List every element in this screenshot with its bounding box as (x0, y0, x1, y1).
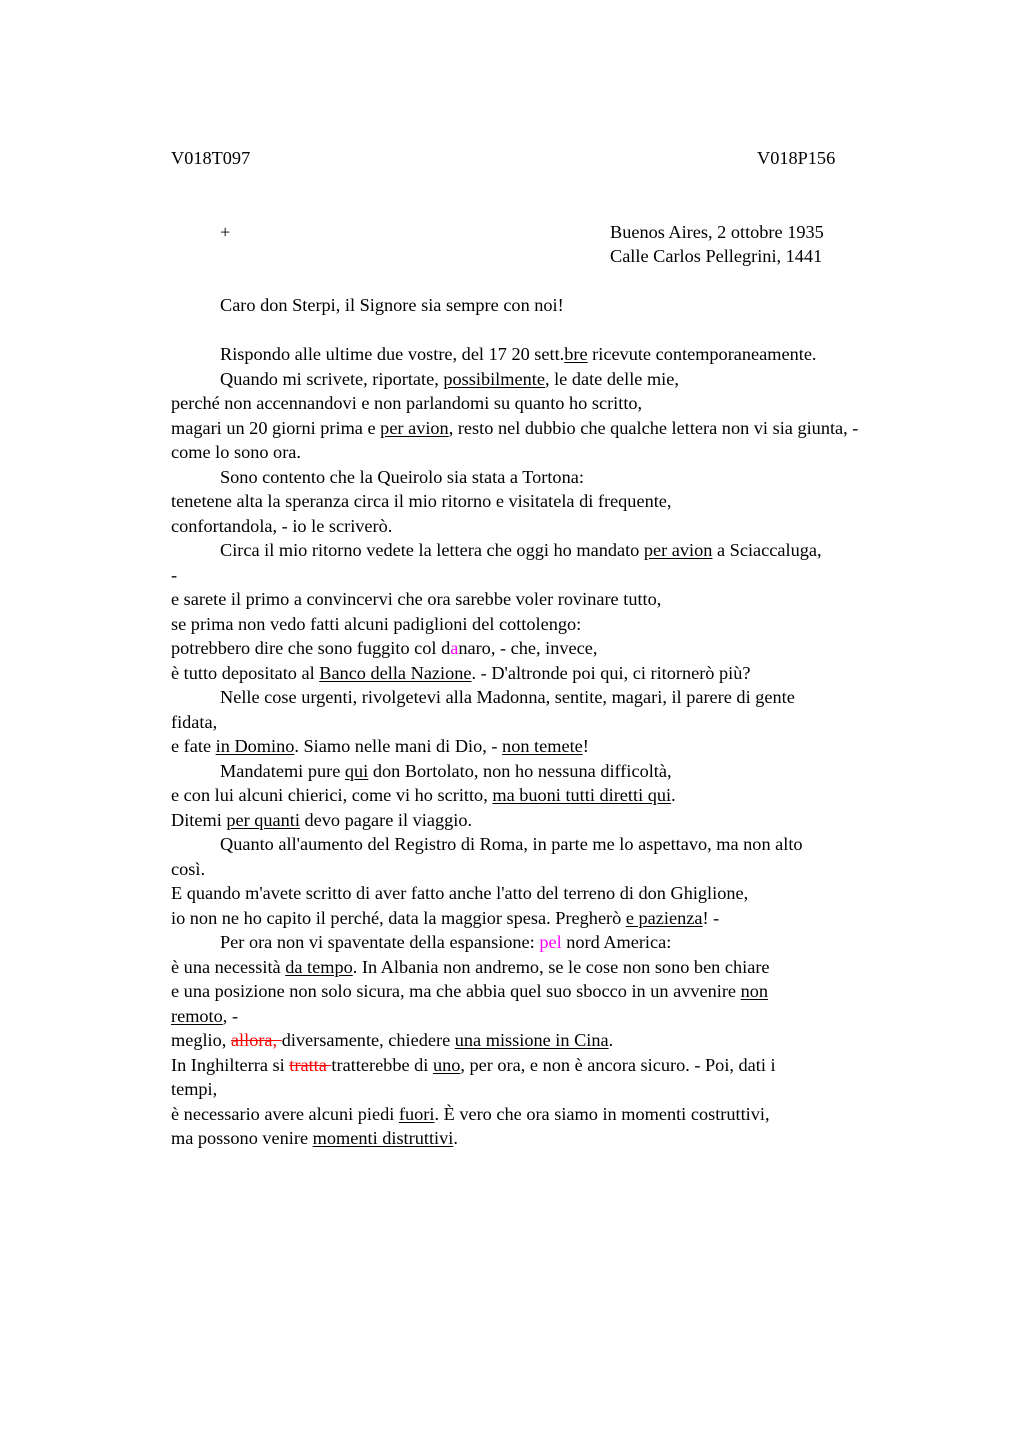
body-line (220, 759, 672, 784)
body-line (171, 416, 858, 441)
text-span: ricevute contemporaneamente. (587, 344, 817, 364)
body-line (171, 587, 661, 612)
text-span: , le date delle mie, (544, 368, 679, 389)
underlined-text: per quanti (226, 809, 300, 830)
highlighted-insertion: a (450, 638, 459, 658)
body-line (220, 538, 822, 563)
text-span: ma possono venire (171, 1128, 313, 1148)
underlined-text: non temete (502, 736, 583, 756)
body-line (171, 1004, 238, 1029)
text-span: ! (582, 736, 589, 756)
text-span: devo pagare il viaggio. (299, 809, 473, 830)
text-span: . (671, 785, 676, 805)
text-span: Quanto all'aumento del Registro di Roma, in parte me lo aspettavo, ma non alto (220, 834, 803, 854)
text-span: . Siamo nelle mani di Dio, - (294, 736, 503, 756)
text-span: - (171, 564, 178, 585)
text-span: e fate (171, 736, 216, 756)
body-line (220, 685, 795, 710)
underlined-text: ma buoni tutti diretti qui (492, 785, 672, 805)
underlined-text: non (740, 981, 769, 1001)
text-span: , per ora, e non è ancora sicuro. - Poi, dati i (460, 1054, 776, 1075)
text-span: a Sciaccaluga, (712, 540, 822, 560)
underlined-text: remoto (171, 1005, 223, 1026)
underlined-text: uno (432, 1054, 461, 1075)
body-line (171, 1126, 458, 1151)
text-span: Mandatemi pure (220, 760, 345, 781)
body-line (220, 930, 671, 955)
body-line (171, 808, 472, 833)
body-line (171, 636, 597, 661)
text-span: potrebbero dire che sono fuggito col d (171, 638, 451, 658)
text-span: ! - (702, 907, 720, 928)
body-line (171, 710, 217, 735)
text-span: così. (171, 858, 206, 879)
text-span: , resto nel dubbio che qualche lettera non vi sia giunta, - (448, 417, 859, 438)
underlined-text: Banco della Nazione (319, 662, 472, 683)
text-span: , - (222, 1005, 239, 1026)
text-span: . In Albania non andremo, se le cose non sono ben chiare (352, 956, 770, 977)
text-span: meglio, (171, 1030, 231, 1050)
text-span: . È vero che ora siamo in momenti costruttivi, (434, 1103, 770, 1124)
body-line (171, 489, 671, 514)
body-line (171, 612, 581, 637)
body-line (171, 1077, 217, 1102)
struck-deletion: tratta (289, 1054, 332, 1075)
text-span: come lo sono ora. (171, 442, 301, 462)
underlined-text: in Domino (215, 736, 295, 756)
text-span: e una posizione non solo sicura, ma che abbia quel suo sbocco in un avvenire (171, 981, 741, 1001)
body-line (171, 514, 392, 539)
text-span: . (453, 1128, 458, 1148)
underlined-text: per avion (380, 417, 449, 438)
body-line (171, 906, 719, 931)
page-code-right: V018P156 (757, 148, 836, 168)
text-span: Rispondo alle ultime due vostre, del 17 20 sett. (220, 344, 565, 364)
text-span: In Inghilterra si (171, 1054, 290, 1075)
text-span: . - D'altronde poi qui, ci ritornerò più? (471, 662, 751, 683)
body-line (171, 440, 301, 465)
underlined-text: qui (344, 760, 369, 781)
body-line (171, 391, 642, 416)
text-span: confortandola, - io le scriverò. (171, 515, 393, 536)
body-line (171, 881, 748, 906)
underlined-text: e pazienza (625, 907, 703, 928)
body-line (171, 979, 768, 1004)
body-line (171, 1028, 613, 1053)
text-span: tratterebbe di (331, 1054, 433, 1075)
text-span: Quando mi scrivete, riportate, (220, 368, 444, 389)
underlined-text: per avion (643, 540, 713, 560)
underlined-text: bre (564, 344, 588, 364)
place-date: Buenos Aires, 2 ottobre 1935 (610, 222, 824, 242)
body-line (171, 661, 751, 686)
cross-mark: + (220, 222, 231, 242)
text-span: se prima non vedo fatti alcuni padiglioni del cottolengo: (171, 613, 582, 634)
text-span: Nelle cose urgenti, rivolgetevi alla Madonna, sentite, magari, il parere di gente (220, 687, 795, 707)
text-span: tenetene alta la speranza circa il mio ritorno e visitatela di frequente, (171, 491, 672, 511)
document-code-left: V018T097 (171, 148, 251, 168)
body-line (171, 1053, 776, 1078)
underlined-text: da tempo (285, 956, 353, 977)
text-span: nord America: (561, 932, 672, 952)
salutation: Caro don Sterpi, il Signore sia sempre con noi! (220, 295, 564, 315)
text-span: e con lui alcuni chierici, come vi ho scritto, (171, 785, 493, 805)
text-span: magari un 20 giorni prima e (171, 417, 381, 438)
underlined-text: una missione in Cina (454, 1030, 609, 1050)
text-span: Circa il mio ritorno vedete la lettera che oggi ho mandato (220, 540, 644, 560)
text-span: è necessario avere alcuni piedi (171, 1103, 399, 1124)
body-line (171, 955, 770, 980)
body-line (220, 465, 584, 490)
body-line (171, 563, 177, 588)
struck-deletion: allora, (230, 1030, 282, 1050)
text-span: è una necessità (171, 956, 286, 977)
text-span: E quando m'avete scritto di aver fatto anche l'atto del terreno di don Ghiglione, (171, 883, 749, 903)
body-line (171, 857, 205, 882)
text-span: naro, - che, invece, (458, 638, 598, 658)
text-span: diversamente, chiedere (281, 1030, 455, 1050)
body-line (220, 342, 817, 367)
body-line (171, 783, 676, 808)
text-span: Ditemi (171, 809, 227, 830)
body-line (171, 1102, 770, 1127)
text-span: Per ora non vi spaventate della espansione: (220, 932, 540, 952)
text-span: perché non accennandovi e non parlandomi su quanto ho scritto, (171, 393, 643, 413)
text-span: tempi, (171, 1079, 218, 1099)
body-line (220, 367, 679, 392)
underlined-text: possibilmente (443, 368, 545, 389)
underlined-text: fuori (398, 1103, 435, 1124)
text-span: è tutto depositato al (171, 662, 320, 683)
sender-address: Calle Carlos Pellegrini, 1441 (610, 246, 823, 266)
body-line (220, 832, 803, 857)
text-span: . (608, 1030, 614, 1050)
highlighted-insertion: pel (539, 932, 562, 952)
body-line (171, 734, 589, 759)
text-span: e sarete il primo a convincervi che ora sarebbe voler rovinare tutto, (171, 589, 662, 609)
text-span: don Bortolato, non ho nessuna difficoltà, (368, 760, 672, 781)
text-span: Sono contento che la Queirolo sia stata a Tortona: (220, 466, 584, 487)
underlined-text: momenti distruttivi (312, 1128, 454, 1148)
text-span: fidata, (171, 711, 218, 732)
text-span: io non ne ho capito il perché, data la maggior spesa. Pregherò (171, 907, 626, 928)
